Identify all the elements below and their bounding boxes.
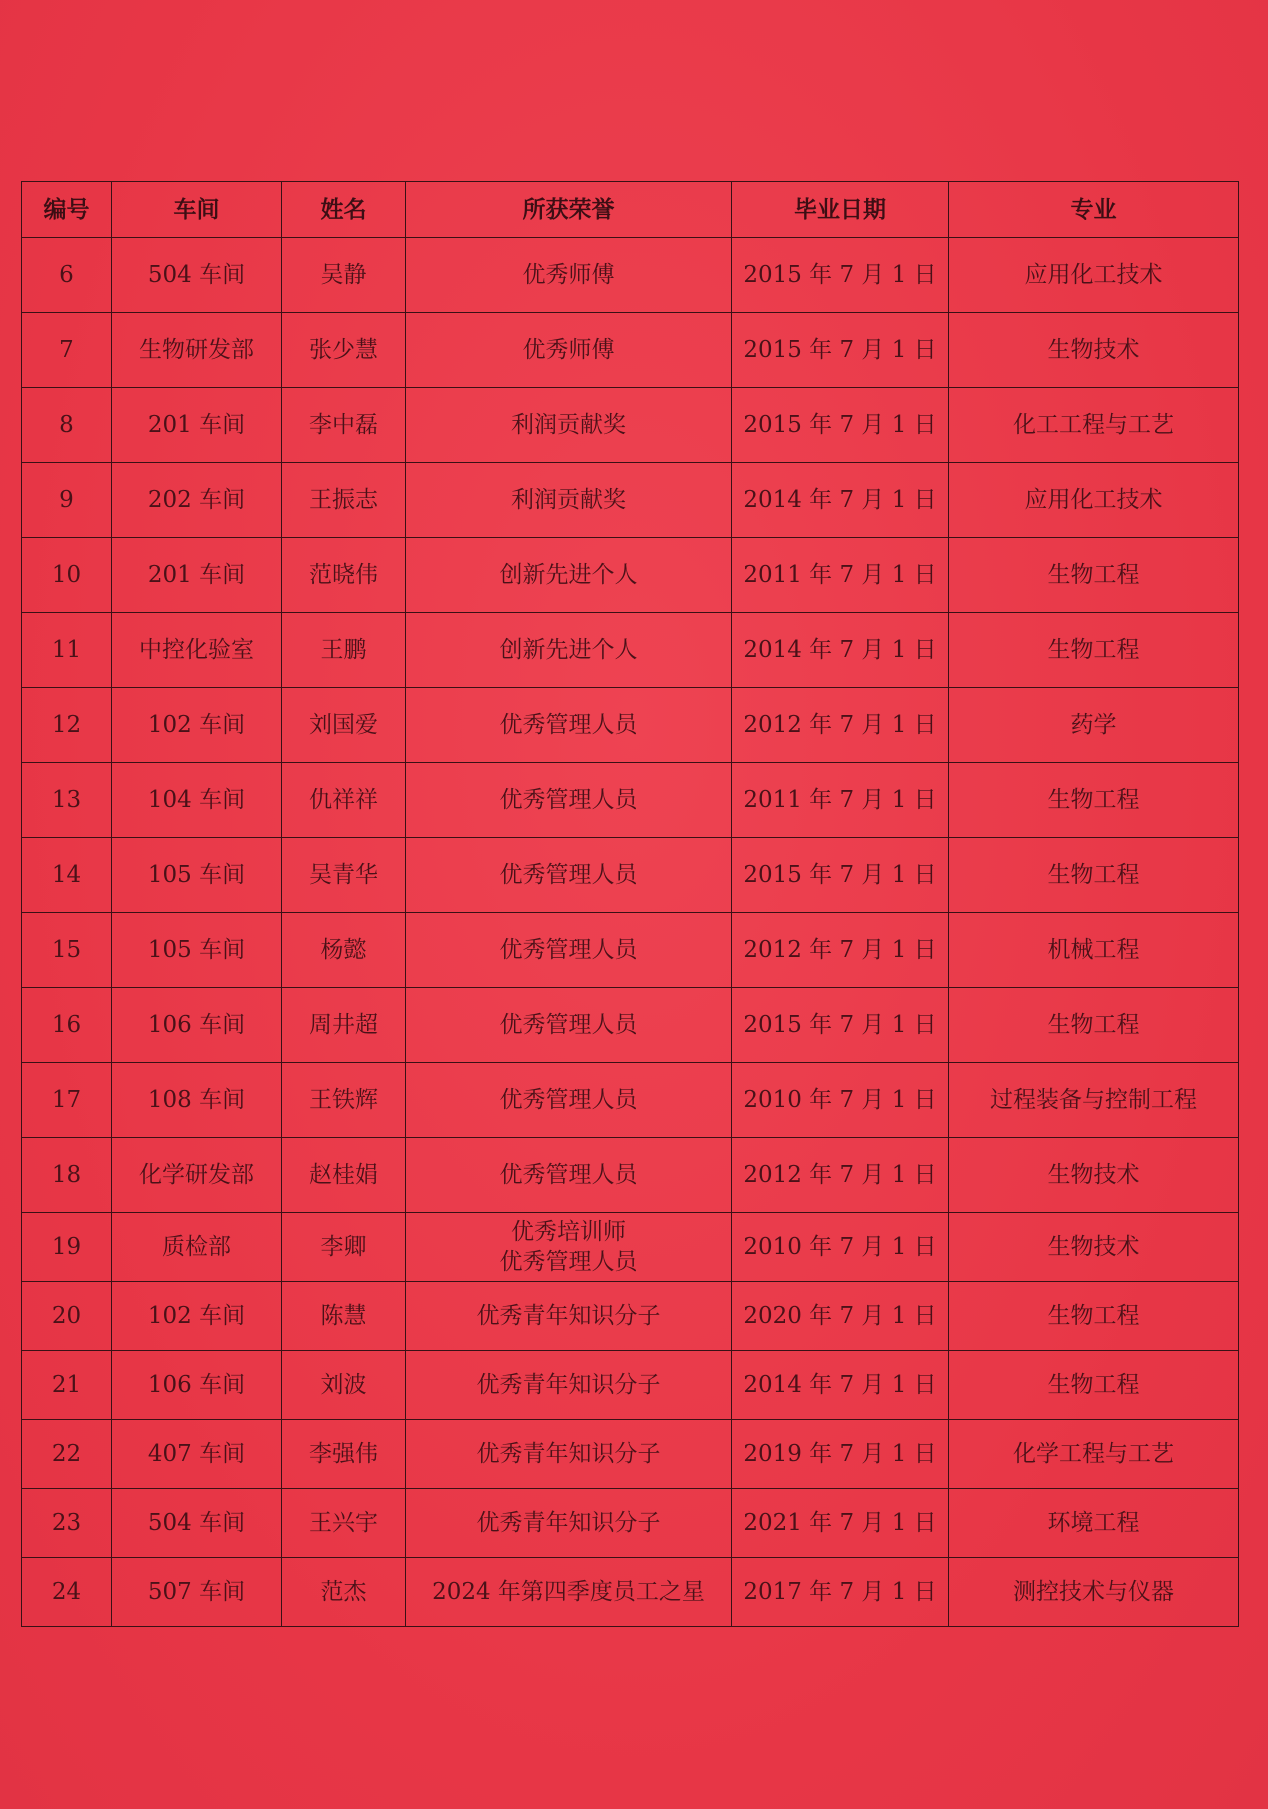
cell-name: 陈慧: [282, 1282, 406, 1351]
cell-graduation-date: 2019 年 7 月 1 日: [732, 1420, 949, 1489]
cell-name: 王铁辉: [282, 1063, 406, 1138]
honor-text: 优秀青年知识分子: [476, 1303, 661, 1329]
cell-number: 13: [22, 763, 112, 838]
cell-honors: [406, 1489, 732, 1558]
cell-name: 张少慧: [282, 313, 406, 388]
column-header-graduation-date: 毕业日期: [732, 182, 949, 238]
cell-graduation-date: 2015 年 7 月 1 日: [732, 388, 949, 463]
cell-name: 杨懿: [282, 913, 406, 988]
table-row: [22, 313, 1239, 388]
cell-honors: [406, 988, 732, 1063]
cell-workshop: 104 车间: [112, 763, 282, 838]
honor-text: 优秀青年知识分子: [476, 1372, 661, 1398]
cell-number: 17: [22, 1063, 112, 1138]
cell-number: 20: [22, 1282, 112, 1351]
cell-name: 仇祥祥: [282, 763, 406, 838]
cell-major: 生物技术: [949, 313, 1239, 388]
cell-workshop: 中控化验室: [112, 613, 282, 688]
cell-honors: [406, 238, 732, 313]
cell-major: 生物工程: [949, 1351, 1239, 1420]
cell-name: 吴青华: [282, 838, 406, 913]
cell-graduation-date: 2011 年 7 月 1 日: [732, 763, 949, 838]
cell-name: 赵桂娟: [282, 1138, 406, 1213]
cell-graduation-date: 2010 年 7 月 1 日: [732, 1213, 949, 1282]
column-header-number: 编号: [22, 182, 112, 238]
honor-text: 创新先进个人: [499, 637, 638, 663]
cell-number: 8: [22, 388, 112, 463]
cell-workshop: 102 车间: [112, 1282, 282, 1351]
honor-text: 优秀管理人员: [499, 1162, 638, 1188]
cell-workshop: 105 车间: [112, 913, 282, 988]
cell-number: 21: [22, 1351, 112, 1420]
cell-name: 周井超: [282, 988, 406, 1063]
cell-workshop: 102 车间: [112, 688, 282, 763]
cell-workshop: 504 车间: [112, 238, 282, 313]
table-row: [22, 613, 1239, 688]
cell-workshop: 407 车间: [112, 1420, 282, 1489]
cell-major: 测控技术与仪器: [949, 1558, 1239, 1627]
cell-number: 12: [22, 688, 112, 763]
cell-workshop: 504 车间: [112, 1489, 282, 1558]
honor-table: [21, 181, 1239, 1627]
cell-number: 23: [22, 1489, 112, 1558]
table-row: [22, 1063, 1239, 1138]
cell-major: 化工工程与工艺: [949, 388, 1239, 463]
honor-text: 优秀培训师: [511, 1219, 626, 1245]
cell-name: 吴静: [282, 238, 406, 313]
cell-honors: [406, 1213, 732, 1282]
table-row: [22, 388, 1239, 463]
cell-workshop: 106 车间: [112, 1351, 282, 1420]
cell-name: 王鹏: [282, 613, 406, 688]
cell-workshop: 生物研发部: [112, 313, 282, 388]
column-header-honors: 所获荣誉: [406, 182, 732, 238]
cell-graduation-date: 2015 年 7 月 1 日: [732, 988, 949, 1063]
honor-text: 优秀管理人员: [499, 712, 638, 738]
cell-graduation-date: 2012 年 7 月 1 日: [732, 1138, 949, 1213]
honor-text: 优秀青年知识分子: [476, 1510, 661, 1536]
honor-text: 优秀师傅: [522, 262, 615, 288]
cell-name: 李中磊: [282, 388, 406, 463]
cell-number: 19: [22, 1213, 112, 1282]
cell-graduation-date: 2015 年 7 月 1 日: [732, 238, 949, 313]
cell-number: 11: [22, 613, 112, 688]
column-header-workshop: 车间: [112, 182, 282, 238]
table-row: [22, 988, 1239, 1063]
cell-number: 6: [22, 238, 112, 313]
cell-number: 10: [22, 538, 112, 613]
cell-major: 生物工程: [949, 538, 1239, 613]
cell-name: 刘国爱: [282, 688, 406, 763]
honor-text: 创新先进个人: [499, 562, 638, 588]
cell-workshop: 化学研发部: [112, 1138, 282, 1213]
column-header-name: 姓名: [282, 182, 406, 238]
table-row: [22, 238, 1239, 313]
honor-text: 利润贡献奖: [511, 487, 626, 513]
cell-graduation-date: 2014 年 7 月 1 日: [732, 463, 949, 538]
table-row: [22, 1213, 1239, 1282]
cell-major: 生物技术: [949, 1138, 1239, 1213]
cell-major: 生物工程: [949, 838, 1239, 913]
honor-text: 2024 年第四季度员工之星: [432, 1579, 705, 1605]
cell-number: 14: [22, 838, 112, 913]
cell-workshop: 202 车间: [112, 463, 282, 538]
cell-name: 范杰: [282, 1558, 406, 1627]
cell-graduation-date: 2012 年 7 月 1 日: [732, 913, 949, 988]
cell-major: 机械工程: [949, 913, 1239, 988]
header-row: [22, 182, 1239, 238]
honor-text: 优秀青年知识分子: [476, 1441, 661, 1467]
honor-text: 优秀管理人员: [499, 787, 638, 813]
cell-number: 7: [22, 313, 112, 388]
cell-major: 过程装备与控制工程: [949, 1063, 1239, 1138]
honor-text: 优秀管理人员: [499, 937, 638, 963]
cell-honors: [406, 1558, 732, 1627]
table-row: [22, 1489, 1239, 1558]
cell-major: 生物工程: [949, 613, 1239, 688]
cell-honors: [406, 838, 732, 913]
cell-name: 王兴宇: [282, 1489, 406, 1558]
table-row: [22, 913, 1239, 988]
cell-number: 22: [22, 1420, 112, 1489]
cell-honors: [406, 313, 732, 388]
cell-name: 刘波: [282, 1351, 406, 1420]
cell-major: 药学: [949, 688, 1239, 763]
cell-honors: [406, 763, 732, 838]
cell-number: 24: [22, 1558, 112, 1627]
cell-name: 王振志: [282, 463, 406, 538]
cell-graduation-date: 2021 年 7 月 1 日: [732, 1489, 949, 1558]
cell-number: 9: [22, 463, 112, 538]
table-row: [22, 763, 1239, 838]
cell-number: 15: [22, 913, 112, 988]
cell-graduation-date: 2010 年 7 月 1 日: [732, 1063, 949, 1138]
cell-workshop: 质检部: [112, 1213, 282, 1282]
table-body: [22, 238, 1239, 1627]
cell-major: 生物技术: [949, 1213, 1239, 1282]
cell-workshop: 507 车间: [112, 1558, 282, 1627]
cell-honors: [406, 1351, 732, 1420]
cell-major: 生物工程: [949, 763, 1239, 838]
cell-graduation-date: 2011 年 7 月 1 日: [732, 538, 949, 613]
cell-workshop: 106 车间: [112, 988, 282, 1063]
cell-honors: [406, 1138, 732, 1213]
cell-graduation-date: 2020 年 7 月 1 日: [732, 1282, 949, 1351]
cell-workshop: 201 车间: [112, 538, 282, 613]
cell-graduation-date: 2015 年 7 月 1 日: [732, 313, 949, 388]
cell-major: 应用化工技术: [949, 238, 1239, 313]
cell-number: 18: [22, 1138, 112, 1213]
cell-honors: [406, 613, 732, 688]
cell-honors: [406, 1282, 732, 1351]
column-header-major: 专业: [949, 182, 1239, 238]
cell-graduation-date: 2015 年 7 月 1 日: [732, 838, 949, 913]
cell-honors: [406, 688, 732, 763]
cell-graduation-date: 2014 年 7 月 1 日: [732, 1351, 949, 1420]
cell-workshop: 108 车间: [112, 1063, 282, 1138]
table-row: [22, 1282, 1239, 1351]
cell-honors: [406, 1420, 732, 1489]
honor-text: 优秀管理人员: [499, 1012, 638, 1038]
honor-text: 优秀师傅: [522, 337, 615, 363]
honor-text: 利润贡献奖: [511, 412, 626, 438]
cell-honors: [406, 388, 732, 463]
cell-major: 生物工程: [949, 1282, 1239, 1351]
cell-graduation-date: 2017 年 7 月 1 日: [732, 1558, 949, 1627]
cell-major: 化学工程与工艺: [949, 1420, 1239, 1489]
cell-honors: [406, 538, 732, 613]
table-row: [22, 1558, 1239, 1627]
cell-honors: [406, 1063, 732, 1138]
cell-workshop: 105 车间: [112, 838, 282, 913]
honor-text: 优秀管理人员: [499, 862, 638, 888]
cell-honors: [406, 463, 732, 538]
cell-major: 环境工程: [949, 1489, 1239, 1558]
cell-workshop: 201 车间: [112, 388, 282, 463]
cell-graduation-date: 2014 年 7 月 1 日: [732, 613, 949, 688]
table-row: [22, 838, 1239, 913]
cell-name: 范晓伟: [282, 538, 406, 613]
cell-major: 生物工程: [949, 988, 1239, 1063]
honor-text: 优秀管理人员: [499, 1249, 638, 1275]
cell-honors: [406, 913, 732, 988]
honor-text: 优秀管理人员: [499, 1087, 638, 1113]
table-row: [22, 463, 1239, 538]
cell-major: 应用化工技术: [949, 463, 1239, 538]
table-row: [22, 538, 1239, 613]
table-row: [22, 1420, 1239, 1489]
table-row: [22, 1138, 1239, 1213]
cell-number: 16: [22, 988, 112, 1063]
table-row: [22, 688, 1239, 763]
cell-name: 李强伟: [282, 1420, 406, 1489]
table-row: [22, 1351, 1239, 1420]
cell-graduation-date: 2012 年 7 月 1 日: [732, 688, 949, 763]
cell-name: 李卿: [282, 1213, 406, 1282]
